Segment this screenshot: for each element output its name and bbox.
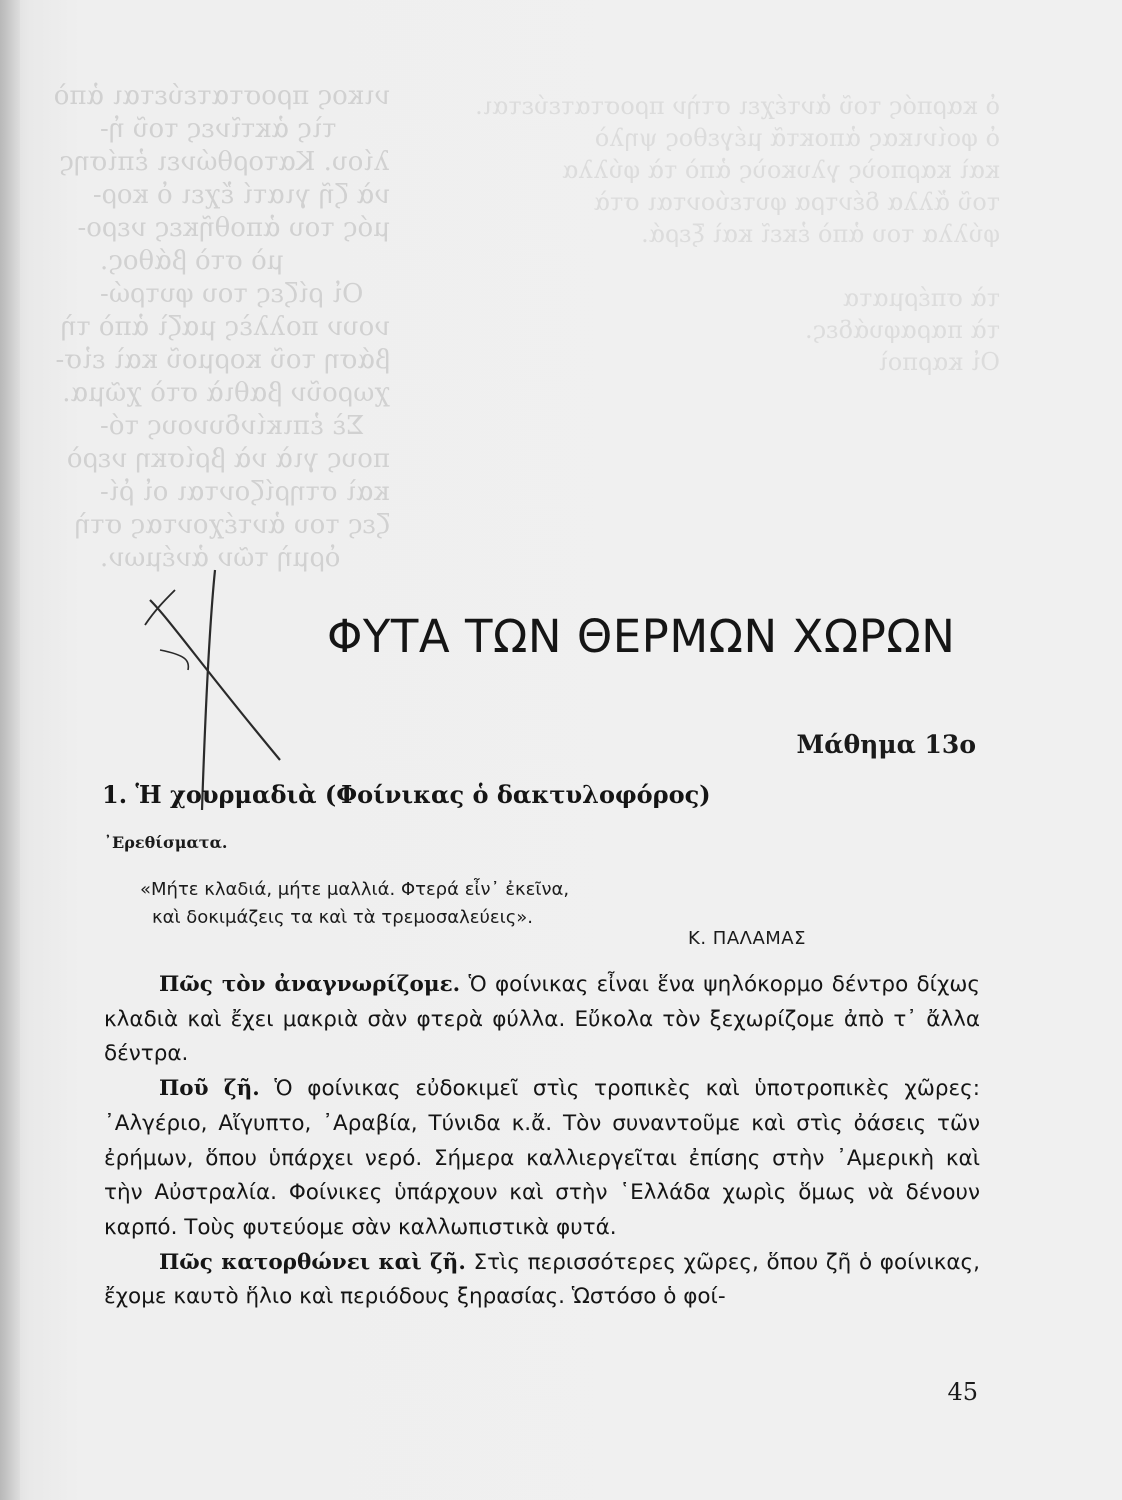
bleed-through-left: νικος προστατεύεται ἀπὸ τὶς ἀκτῖνες τοῦ ἡ- λίου. Κατορθώνει ἐπίσης νὰ ζῆ γιατί ἔχει ὁ κορ- μός του ἀποθῆκες νερο- μὸ στὸ βάθος. Οἱ ρίζες του φυτρώ- νουν πολλὲς μαζὶ ἀπὸ τὴ βάση τοῦ κορμοῦ καὶ εἰσ- χωροῦν βαθιὰ στὸ χῶμα. Σὲ ἐπικίνδυνους τό- πους γιὰ νὰ βρίσκη νερὸ καὶ στηρίζονται οἱ ῥί- ζες του ἀντέχοντας στὴ ὁρμὴ τῶν ἀνέμων.: [53, 81, 390, 573]
page-spine-shadow: [0, 0, 20, 1500]
body-text: [104, 968, 980, 1315]
poem-line-1: «Μήτε κλαδιά, μήτε μαλλιά. Φτερά εἶν᾿ ἐκεῖνα,: [140, 879, 570, 900]
poem-quote: [140, 876, 569, 932]
paragraph-survival: [104, 1246, 980, 1315]
paragraph-text: Στὶς περισσότερες χῶρες, ὅπου ζῆ ὁ φοίνικας, ἔχομε καυτὸ ἥλιο καὶ περιόδους ξηρασίας. Ὡστόσο ὁ φοί-: [104, 1249, 980, 1310]
page-title: ΦΥΤΑ ΤΩΝ ΘΕΡΜΩΝ ΧΩΡΩΝ: [327, 610, 956, 663]
paragraph-text: Ὁ φοίνικας εὐδοκιμεῖ στὶς τροπικὲς καὶ ὑποτροπικὲς χῶρες: ᾿Αλγέριο, Αἴγυπτο, ᾿Αραβία, Τύνιδα κ.ἄ. Τὸν συναντοῦμε καὶ στὶς ὀάσεις τῶν ἐρήμων, ὅπου ὑπάρχει νερό. Σήμερα καλλιεργεῖται ἐπίσης στὴν ᾿Αμερικὴ καὶ τὴν Αὐστραλία. Φοίνικες ὑπάρχουν καὶ στὴν ῾Ελλάδα χωρὶς ὅμως νὰ δένουν καρπό. Τοὺς φυτεύομε σὰν καλλωπιστικὰ φυτά.: [104, 1076, 980, 1240]
paragraph-habitat: [104, 1072, 980, 1246]
paragraph-lead: Πῶς κατορθώνει καὶ ζῆ.: [159, 1249, 466, 1275]
bleed-through-right: ὁ καρπός τοῦ ἀντέχει στὴν προστατεύεται. ὁ φοίνικας ἀποκτᾶ μέγεθος ψηλὸ καὶ καρποὺς γλυκοὺς ἀπὸ τὰ φύλλα τοῦ ἄλλα δέντρα φυτεύονται στὰ φύλλα του ἀπὸ ἐκεῖ καὶ ξερά. τὰ σπέρματα τὰ παραφυάδες. Οἱ καρποὶ: [475, 92, 1000, 376]
poem-line-2: καὶ δοκιμάζεις τα καὶ τὰ τρεμοσαλεύεις».: [152, 907, 534, 928]
paragraph-lead: Ποῦ ζῆ.: [159, 1076, 260, 1102]
poem-author: Κ. ΠΑΛΑΜΑΣ: [688, 928, 806, 949]
lesson-number: Μάθημα 13ο: [796, 730, 976, 759]
page-number: 45: [947, 1378, 978, 1406]
paragraph-recognition: [104, 968, 980, 1072]
paragraph-lead: Πῶς τὸν ἀναγνωρίζομε.: [159, 972, 461, 997]
paragraph-text: Ὁ φοίνικας εἶναι ἕνα ψηλόκορμο δέντρο δίχως κλαδιὰ καὶ ἔχει μακριὰ σὰν φτερὰ φύλλα. Εὔκολα τὸν ξεχωρίζομε ἀπὸ τ᾿ ἄλλα δέντρα.: [104, 972, 980, 1067]
section-heading: 1. Ἡ χουρμαδιὰ (Φοίνικας ὁ δακτυλοφόρος): [102, 780, 711, 809]
stimuli-label: ᾿Ερεθίσματα.: [104, 833, 228, 852]
